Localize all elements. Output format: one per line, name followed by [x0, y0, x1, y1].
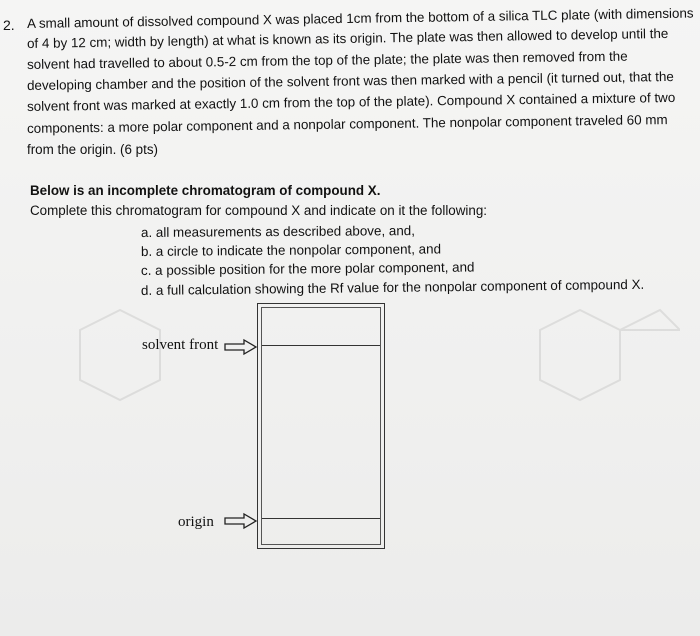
question-line: solvent front was marked at exactly 1.0 cm from the top of the plate). Compound X contained a mixture of two: [26, 89, 676, 114]
origin-label: origin: [178, 514, 214, 530]
question-line-points: from the origin. (6 pts): [27, 142, 158, 157]
list-item: b. a circle to indicate the nonpolar component, and: [140, 241, 442, 259]
question-number: 2.: [3, 17, 15, 33]
origin-line: [262, 518, 380, 519]
solvent-front-label: solvent front: [142, 337, 219, 353]
question-line: solvent had travelled to about 0.5-2 cm from the top of the plate; the plate was then removed from the: [26, 48, 628, 72]
tlc-plate: [257, 303, 385, 549]
question-line: A small amount of dissolved compound X was placed 1cm from the bottom of a silica TLC plate (with dimensions: [26, 5, 694, 31]
question-line: of 4 by 12 cm; width by length) at what is known as its origin. The plate was then allowed to develop until the: [26, 25, 669, 51]
solvent-front-arrow-icon: [224, 338, 258, 356]
solvent-front-line: [262, 345, 380, 346]
instruction-subheading-text: Complete this chromatogram for compound X and indicate on it the following:: [30, 203, 488, 218]
origin-arrow-icon: [224, 512, 258, 530]
instruction-subheading: [30, 201, 487, 220]
instruction-heading: Below is an incomplete chromatogram of compound X.: [30, 183, 381, 198]
list-item: a. all measurements as described above, and,: [140, 223, 415, 240]
list-item: d. a full calculation showing the Rf value for the nonpolar component of compound X.: [140, 276, 645, 298]
question-line: components: a more polar component and a nonpolar component. The nonpolar component traveled 60 mm: [26, 112, 668, 136]
list-item: c. a possible position for the more polar component, and: [140, 259, 475, 278]
question-line: developing chamber and the position of the solvent front was then marked with a pencil (it turned out, that the: [26, 68, 674, 93]
tlc-plate-inner-border: [261, 307, 381, 545]
